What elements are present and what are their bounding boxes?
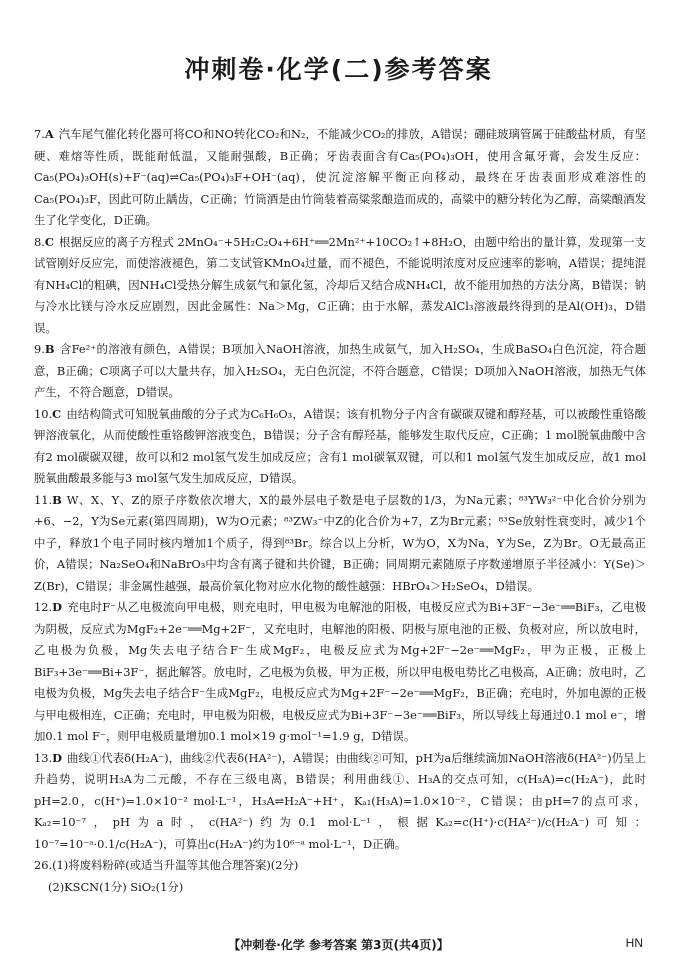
question-11: [34, 490, 646, 598]
question-26-part-1: 26.(1)将废料粉碎(或适当升温等其他合理答案)(2分): [34, 858, 299, 872]
question-7: [34, 124, 646, 232]
question-number: 7.: [34, 127, 45, 141]
answer-letter: B: [44, 342, 55, 356]
page-title: 冲刺卷·化学(二)参考答案: [184, 55, 493, 84]
explanation: 充电时F⁻从乙电极流向甲电极，则充电时，甲电极为电解池的阳极，电极反应式为Bi+3F⁻−3e⁻══BiF₃，乙电极为阴极，反应式为MgF₂+2e⁻══Mg+2F⁻，又充电时，电解池的阳极、阴极与原电池的正极、负极对应，所以放电时，乙电极为负极，Mg失去电子结合F⁻生成MgF₂，电极反应式为Mg+2F⁻−2e⁻══MgF₂，甲为正极，正极上BiF₃+3e⁻══Bi+3F⁻，据此解答。放电时，乙电极为负极，甲为正极，所以甲电极电势比乙电极高，A正确；放电时，乙电极为负极，Mg失去电子结合F⁻生成MgF₂，电极反应式为Mg+2F⁻−2e⁻══MgF₂，B正确；充电时，外加电源的正极与甲电极相连，C正确；充电时，甲电极为阳极，电极反应式为Bi+3F⁻−3e⁻══BiF₃，所以导线上每通过0.1 mol e⁻，增加0.1 mol F⁻，则甲电极质量增加0.1 mol×19 g·mol⁻¹=1.9 g，D错误。: [34, 600, 646, 743]
answer-letter: D: [52, 750, 63, 765]
explanation: 含Fe²⁺的溶液有颜色，A错误；B项加入NaOH溶液，加热生成氨气，加入H₂SO₄，生成BaSO₄白色沉淀，符合题意，B正确；C项离子可以大量共存，加入H₂SO₄，无白色沉淀，不符合题意，C错误；D项加入NaOH溶液，加热无气体产生，不符合题意，D错误。: [34, 342, 646, 399]
explanation: W、X、Y、Z的原子序数依次增大，X的最外层电子数是电子层数的1/3，为Na元素；⁸³YW₃²⁻中化合价分别为+6、−2，Y为Se元素(第四周期)，W为O元素；⁸³ZW₃⁻中Z的化合价为+7，Z为Br元素；⁸³Se放射性衰变时，减少1个中子，释放1个电子同时核内增加1个质子，得到⁸³Br。综合以上分析，W为O，X为Na，Y为Se，Z为Br。O无最高正价，A错误；Na₂SeO₄和NaBrO₃中均含有离子键和共价键，B正确；同周期元素随原子序数递增原子半径减小：Y(Se)＞Z(Br)，C错误；非金属性越强，最高价氧化物对应水化物的酸性越强：HBrO₄＞H₂SeO₄，D错误。: [34, 492, 646, 593]
footer-region-code: HN: [625, 936, 643, 950]
answer-letter: C: [44, 234, 54, 249]
explanation: 汽车尾气催化转化器可将CO和NO转化CO₂和N₂，不能减少CO₂的排放，A错误；硼硅玻璃管属于硅酸盐材质，有坚硬、难熔等性质，既能耐低温，又能耐强酸，B正确；牙齿表面含有Ca₅(PO₄)₃OH，使用含氟牙膏，会发生反应：Ca₅(PO₄)₃OH(s)+F⁻(aq)⇌Ca₅(PO₄)₃F+OH⁻(aq)，使沉淀溶解平衡正向移动，最终在牙齿表面形成难溶性的Ca₅(PO₄)₃F，因此可防止龋齿，C正确；竹筒酒是由竹筒装着高粱浆酿造而成的，高粱中的糖分转化为乙醇，高粱酿酒发生了化学变化，D正确。: [34, 127, 646, 227]
question-number: 13.: [34, 750, 53, 765]
answer-letter: A: [44, 127, 54, 141]
answer-letter: B: [52, 492, 62, 507]
explanation: 由结构简式可知脱氧曲酸的分子式为C₆H₆O₃，A错误；该有机物分子内含有碳碳双键和醇羟基，可以被酸性重铬酸钾溶液氧化，从而使酸性重铬酸钾溶液变色，B错误；分子含有醇羟基，能够发生取代反应，C正确；1 mol脱氧曲酸中含有2 mol碳碳双键，故可以和2 mol氢气发生加成反应；含有1 mol碳氧双键，可以和1 mol氢气发生加成反应，故1 mol脱氧曲酸最多能与3 mol氢气发生加成反应，D错误。: [34, 406, 646, 485]
question-number: 12.: [34, 600, 53, 614]
question-13: [34, 748, 646, 856]
question-26-part-2: (2)KSCN(1分) SiO₂(1分): [48, 879, 184, 894]
answer-letter: D: [52, 600, 63, 614]
question-number: 9.: [34, 342, 45, 356]
question-8: [34, 232, 646, 340]
explanation: 曲线①代表δ(H₂A⁻)，曲线②代表δ(HA²⁻)，A错误；由曲线②可知，pH为a后继续滴加NaOH溶液δ(HA²⁻)仍呈上升趋势，说明H₃A为二元酸，不存在三级电离，B错误；利用曲线①、H₃A的交点可知，c(H₃A)=c(H₂A⁻)，此时pH=2.0，c(H⁺)=1.0×10⁻² mol·L⁻¹，H₃A⇌H₂A⁻+H⁺，Kₐ₁(H₃A)=1.0×10⁻²，C错误；由pH=7的点可求，Kₐ₂=10⁻⁷，pH为a时，c(HA²⁻)约为0.1 mol·L⁻¹，根据Kₐ₂=c(H⁺)·c(HA²⁻)/c(H₂A⁻)可知：10⁻⁷=10⁻ᵃ·0.1/c(H₂A⁻)，可算出c(H₂A⁻)约为10⁶⁻ᵃ mol·L⁻¹，D正确。: [34, 750, 646, 851]
question-number: 8.: [34, 234, 45, 249]
question-12: [34, 597, 646, 748]
answer-letter: C: [52, 406, 62, 421]
footer-page-info: 【冲刺卷·化学 参考答案 第3页(共4页)】: [228, 938, 449, 952]
question-number: 10.: [34, 406, 53, 421]
question-number: 11.: [34, 492, 53, 507]
explanation: 根据反应的离子方程式 2MnO₄⁻+5H₂C₂O₄+6H⁺══2Mn²⁺+10CO₂↑+8H₂O，由题中给出的量计算，发现第一支试管刚好反应完，而使溶液褪色，第二支试管KMnO₄过量，而不褪色，不能说明浓度对反应速率的影响，A错误；提纯混有NH₄Cl的粗碘，因NH₄Cl受热分解生成氨气和氯化氢，冷却后又结合成NH₄Cl，故不能用加热的方法分离，B错误；钠与冷水比镁与冷水反应剧烈，因此金属性：Na＞Mg，C正确；由于水解，蒸发AlCl₃溶液最终得到的是Al(OH)₃，D错误。: [34, 234, 646, 335]
question-9: [34, 339, 646, 404]
answer-content: [34, 124, 646, 898]
question-10: [34, 404, 646, 490]
